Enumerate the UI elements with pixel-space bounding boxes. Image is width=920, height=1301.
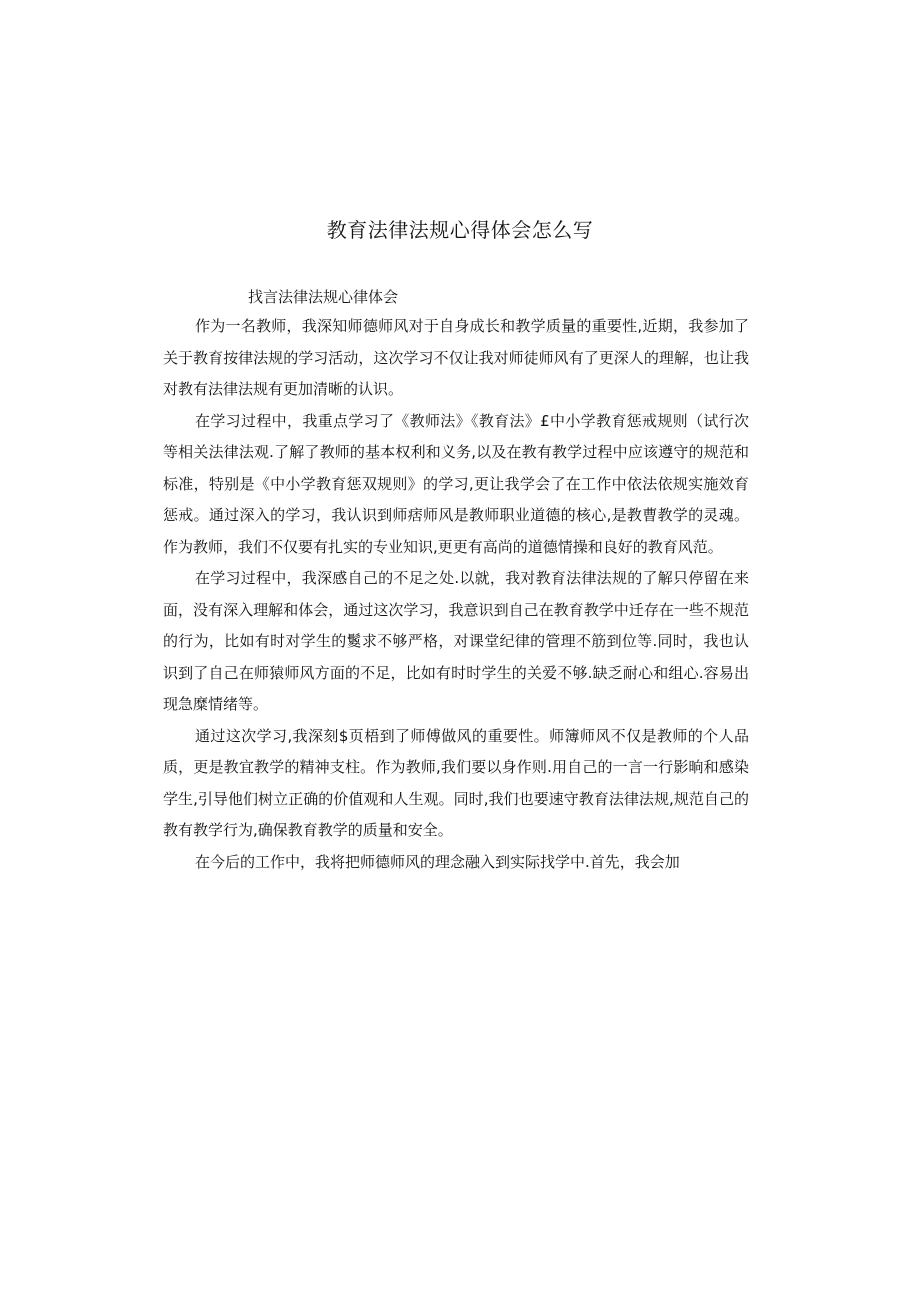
paragraph: 通过这次学习,我深刻$页梧到了师傅做风的重要性。师簿师风不仅是教师的个人品质，更是教宜教学的精神支柱。作为教师,我们要以身作则.用自己的一言一行影晌和感染学生,引导他们树立正确的价值观和人生观。同时,我们也要速守教育法律法规,规范自己的教有教学行为,确保教育教学的质量和安全。	[163, 726, 749, 839]
paragraph: 在学习过程中，我重点学习了《教师法》《教育法》£中小学教育惩戒规则（试行次等相关法律法观.了解了教师的基本权利和义务,以及在教有教学过程中应该遵守的规范和标准，特别是《中小学教育惩双规则》的学习,更让我学会了在工作中依法依规实施效育惩戒。通过深入的学习，我认识到师痞师风是教师职业道德的核心,是教曹教学的灵魂。作为教师，我们不仅要有扎实的专业知识,更更有高尚的道德情操和良好的教育风范。	[163, 411, 749, 556]
paragraph: 在今后的工作中，我将把师德师风的理念融入到实际找学中.首先，我会加	[195, 852, 680, 871]
paragraph: 作为一名教师，我深知师德师风对于自身成长和教学质量的重要性,近期，我参加了关于教育按律法规的学习活动，这次学习不仅让我对师徒师风有了更深人的理解，也让我对教有法律法规有更加清晰的认识。	[163, 317, 749, 398]
paragraph: 在学习过程中，我深感自己的不足之处.以就，我对教育法律法规的了解只停留在来面，没有深入理解和体会，通过这次学习，我意识到自己在教育教学中迁存在一些不规范的行为，比如有时对学生的鬉求不够严格，对课堂纪律的管理不筋到位等.同时，我也认识到了自己在师猿师风方面的不足，比如有时时学生的关爱不够.缺乏耐心和组心.容易出现急糜情绪等。	[163, 569, 749, 713]
document-body	[163, 311, 749, 878]
document-title: 教育法律法规心得体会怎么写	[326, 218, 594, 242]
document-subtitle: 找言法律法规心律体会	[248, 288, 399, 306]
